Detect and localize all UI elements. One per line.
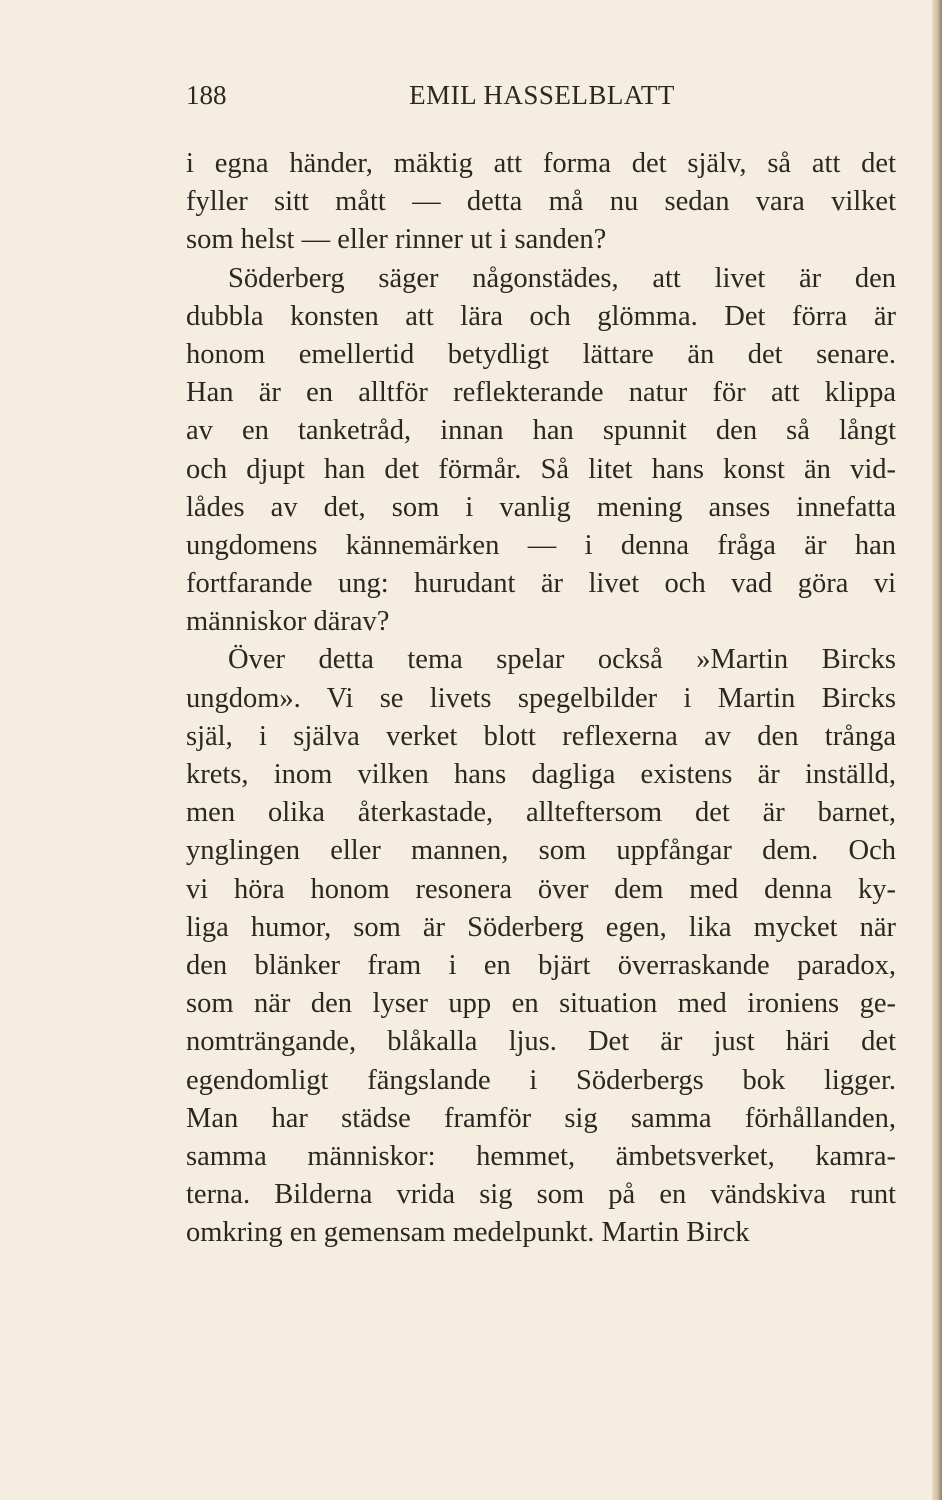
- text-line: egendomligt fängslande i Söderbergs bok ligger.: [186, 1064, 896, 1096]
- text-line: men olika återkastade, allteftersom det är barnet,: [186, 797, 896, 829]
- text-line: själ, i själva verket blott reflexerna av den trånga: [186, 720, 896, 752]
- text-line: lådes av det, som i vanlig mening anses innefatta: [186, 491, 896, 523]
- text-line: som helst — eller rinner ut i sanden?: [186, 224, 607, 256]
- text-line: krets, inom vilken hans dagliga existens är inställd,: [186, 759, 896, 790]
- text-line: ungdom». Vi se livets spegelbilder i Martin Bircks: [186, 682, 896, 714]
- text-line: av en tanketråd, innan han spunnit den så långt: [186, 415, 896, 447]
- text-line: samma människor: hemmet, ämbetsverket, kamra-: [186, 1140, 896, 1172]
- text-line: ynglingen eller mannen, som uppfångar dem. Och: [186, 835, 896, 867]
- text-line: människor därav?: [186, 606, 390, 638]
- text-line: nomträngande, blåkalla ljus. Det är just häri det: [186, 1026, 896, 1058]
- text-line: omkring en gemensam medelpunkt. Martin Birck: [186, 1217, 750, 1249]
- text-line: vi höra honom resonera över dem med denna ky-: [186, 873, 896, 905]
- page-edge-shadow: [932, 0, 942, 1500]
- text-line: dubbla konsten att lära och glömma. Det förra är: [186, 300, 896, 332]
- text-line: Man har städse framför sig samma förhållanden,: [186, 1102, 896, 1134]
- text-line: Han är en alltför reflekterande natur för att klippa: [186, 377, 896, 409]
- text-line: i egna händer, mäktig att forma det själv, så att det: [186, 148, 896, 179]
- running-head: EMIL HASSELBLATT: [409, 80, 675, 110]
- page-header: [186, 80, 898, 116]
- text-line: terna. Bilderna vrida sig som på en vändskiva runt: [186, 1179, 896, 1211]
- text-line: ungdomens kännemärken — i denna fråga är han: [186, 529, 896, 561]
- text-line: och djupt han det förmår. Så litet hans konst än vid-: [186, 453, 896, 485]
- text-line: honom emellertid betydligt lättare än det senare.: [186, 338, 896, 370]
- text-line: fortfarande ung: hurudant är livet och vad göra vi: [186, 568, 896, 600]
- body-text: [186, 145, 896, 1252]
- text-line: liga humor, som är Söderberg egen, lika mycket när: [186, 911, 896, 943]
- text-line: som när den lyser upp en situation med ironiens ge-: [186, 988, 896, 1020]
- text-line: Söderberg säger någonstädes, att livet är den: [228, 262, 896, 294]
- text-line: fyller sitt mått — detta må nu sedan vara vilket: [186, 186, 896, 218]
- text-line: den blänker fram i en bjärt överraskande paradox,: [186, 949, 896, 981]
- page-number: 188: [186, 80, 227, 110]
- text-line: Över detta tema spelar också »Martin Bircks: [228, 644, 896, 676]
